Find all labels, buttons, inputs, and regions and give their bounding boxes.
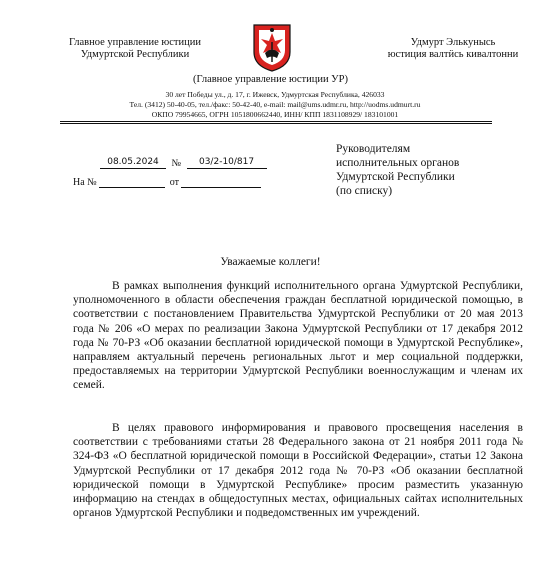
registry-codes-line: ОКПО 79954665, ОГРН 1051800662440, ИНН/ КПП 1831108929/ 183101001 — [151, 110, 399, 119]
org-name-line: Удмурт Элькунысь — [410, 37, 496, 48]
body-paragraph: В целях правового информирования и правового просвещения населения в соответствии с требованиями статьи 28 Федерального закона от 21 ноября 2011 года № 324-ФЗ «О бесплатной юридической помощи в Российской Федерации», статьи 12 Закона Удмуртской Республики от 17 декабря 2012 года № 70-РЗ «Об оказании бесплатной юридической помощи в Удмуртской Республике» просим разместить указанную информацию на стендах в общедоступных местах, официальных сайтах исполнительных органов Удмуртской Республики и подведомственных им учреждений. — [73, 422, 523, 520]
org-name-line: Удмуртской Республики — [80, 49, 190, 60]
header-divider — [60, 121, 492, 124]
reference-number-field — [99, 176, 165, 188]
udmurt-coat-of-arms-icon — [251, 22, 293, 72]
addressee-line: (по списку) — [336, 185, 393, 197]
org-name-line: юстиция валтӥсь кивалтонни — [387, 49, 519, 60]
number-label: № — [171, 158, 182, 169]
salutation: Уважаемые коллеги! — [220, 256, 321, 268]
letter-number: 03/2-10/817 — [187, 157, 267, 169]
outgoing-registration — [100, 157, 267, 169]
address-line: 30 лет Победы ул., д. 17, г. Ижевск, Удмуртская Республика, 426033 — [165, 90, 385, 99]
phone-email-line: Тел. (3412) 50-40-05, тел./факс: 50-42-40, e-mail: mail@ums.udmr.ru, http://uodms.udmurt.ru — [129, 100, 421, 109]
reference-date-label: от — [169, 177, 179, 188]
addressee-block — [336, 142, 536, 198]
contact-block — [60, 90, 490, 120]
reference-date-field — [181, 176, 261, 188]
organization-name-udmurt — [378, 37, 528, 61]
incoming-reference — [73, 176, 261, 188]
organization-name-russian — [60, 37, 210, 61]
addressee-line: Удмуртской Республики — [336, 171, 455, 183]
org-name-line: Главное управление юстиции — [68, 37, 201, 48]
letter-date: 08.05.2024 — [100, 157, 166, 169]
organization-short-name: (Главное управление юстиции УР) — [193, 74, 348, 85]
body-paragraph: В рамках выполнения функций исполнительного органа Удмуртской Республики, уполномоченного в области обеспечения граждан бесплатной юридической помощью, в соответствии с постановлением Правительства Удмуртской Республики от 20 мая 2013 года № 206 «О мерах по реализации Закона Удмуртской Республики от 17 декабря 2012 года № 70-РЗ «Об оказании бесплатной юридической помощи в Удмуртской Республике», направляем актуальный перечень региональных льгот и мер социальной поддержки, предоставляемых на территории Удмуртской Республики военнослужащим и членам их семей. — [73, 280, 523, 392]
addressee-line: Руководителям — [336, 143, 411, 155]
reference-number-label: На № — [73, 177, 97, 188]
addressee-line: исполнительных органов — [336, 157, 460, 169]
